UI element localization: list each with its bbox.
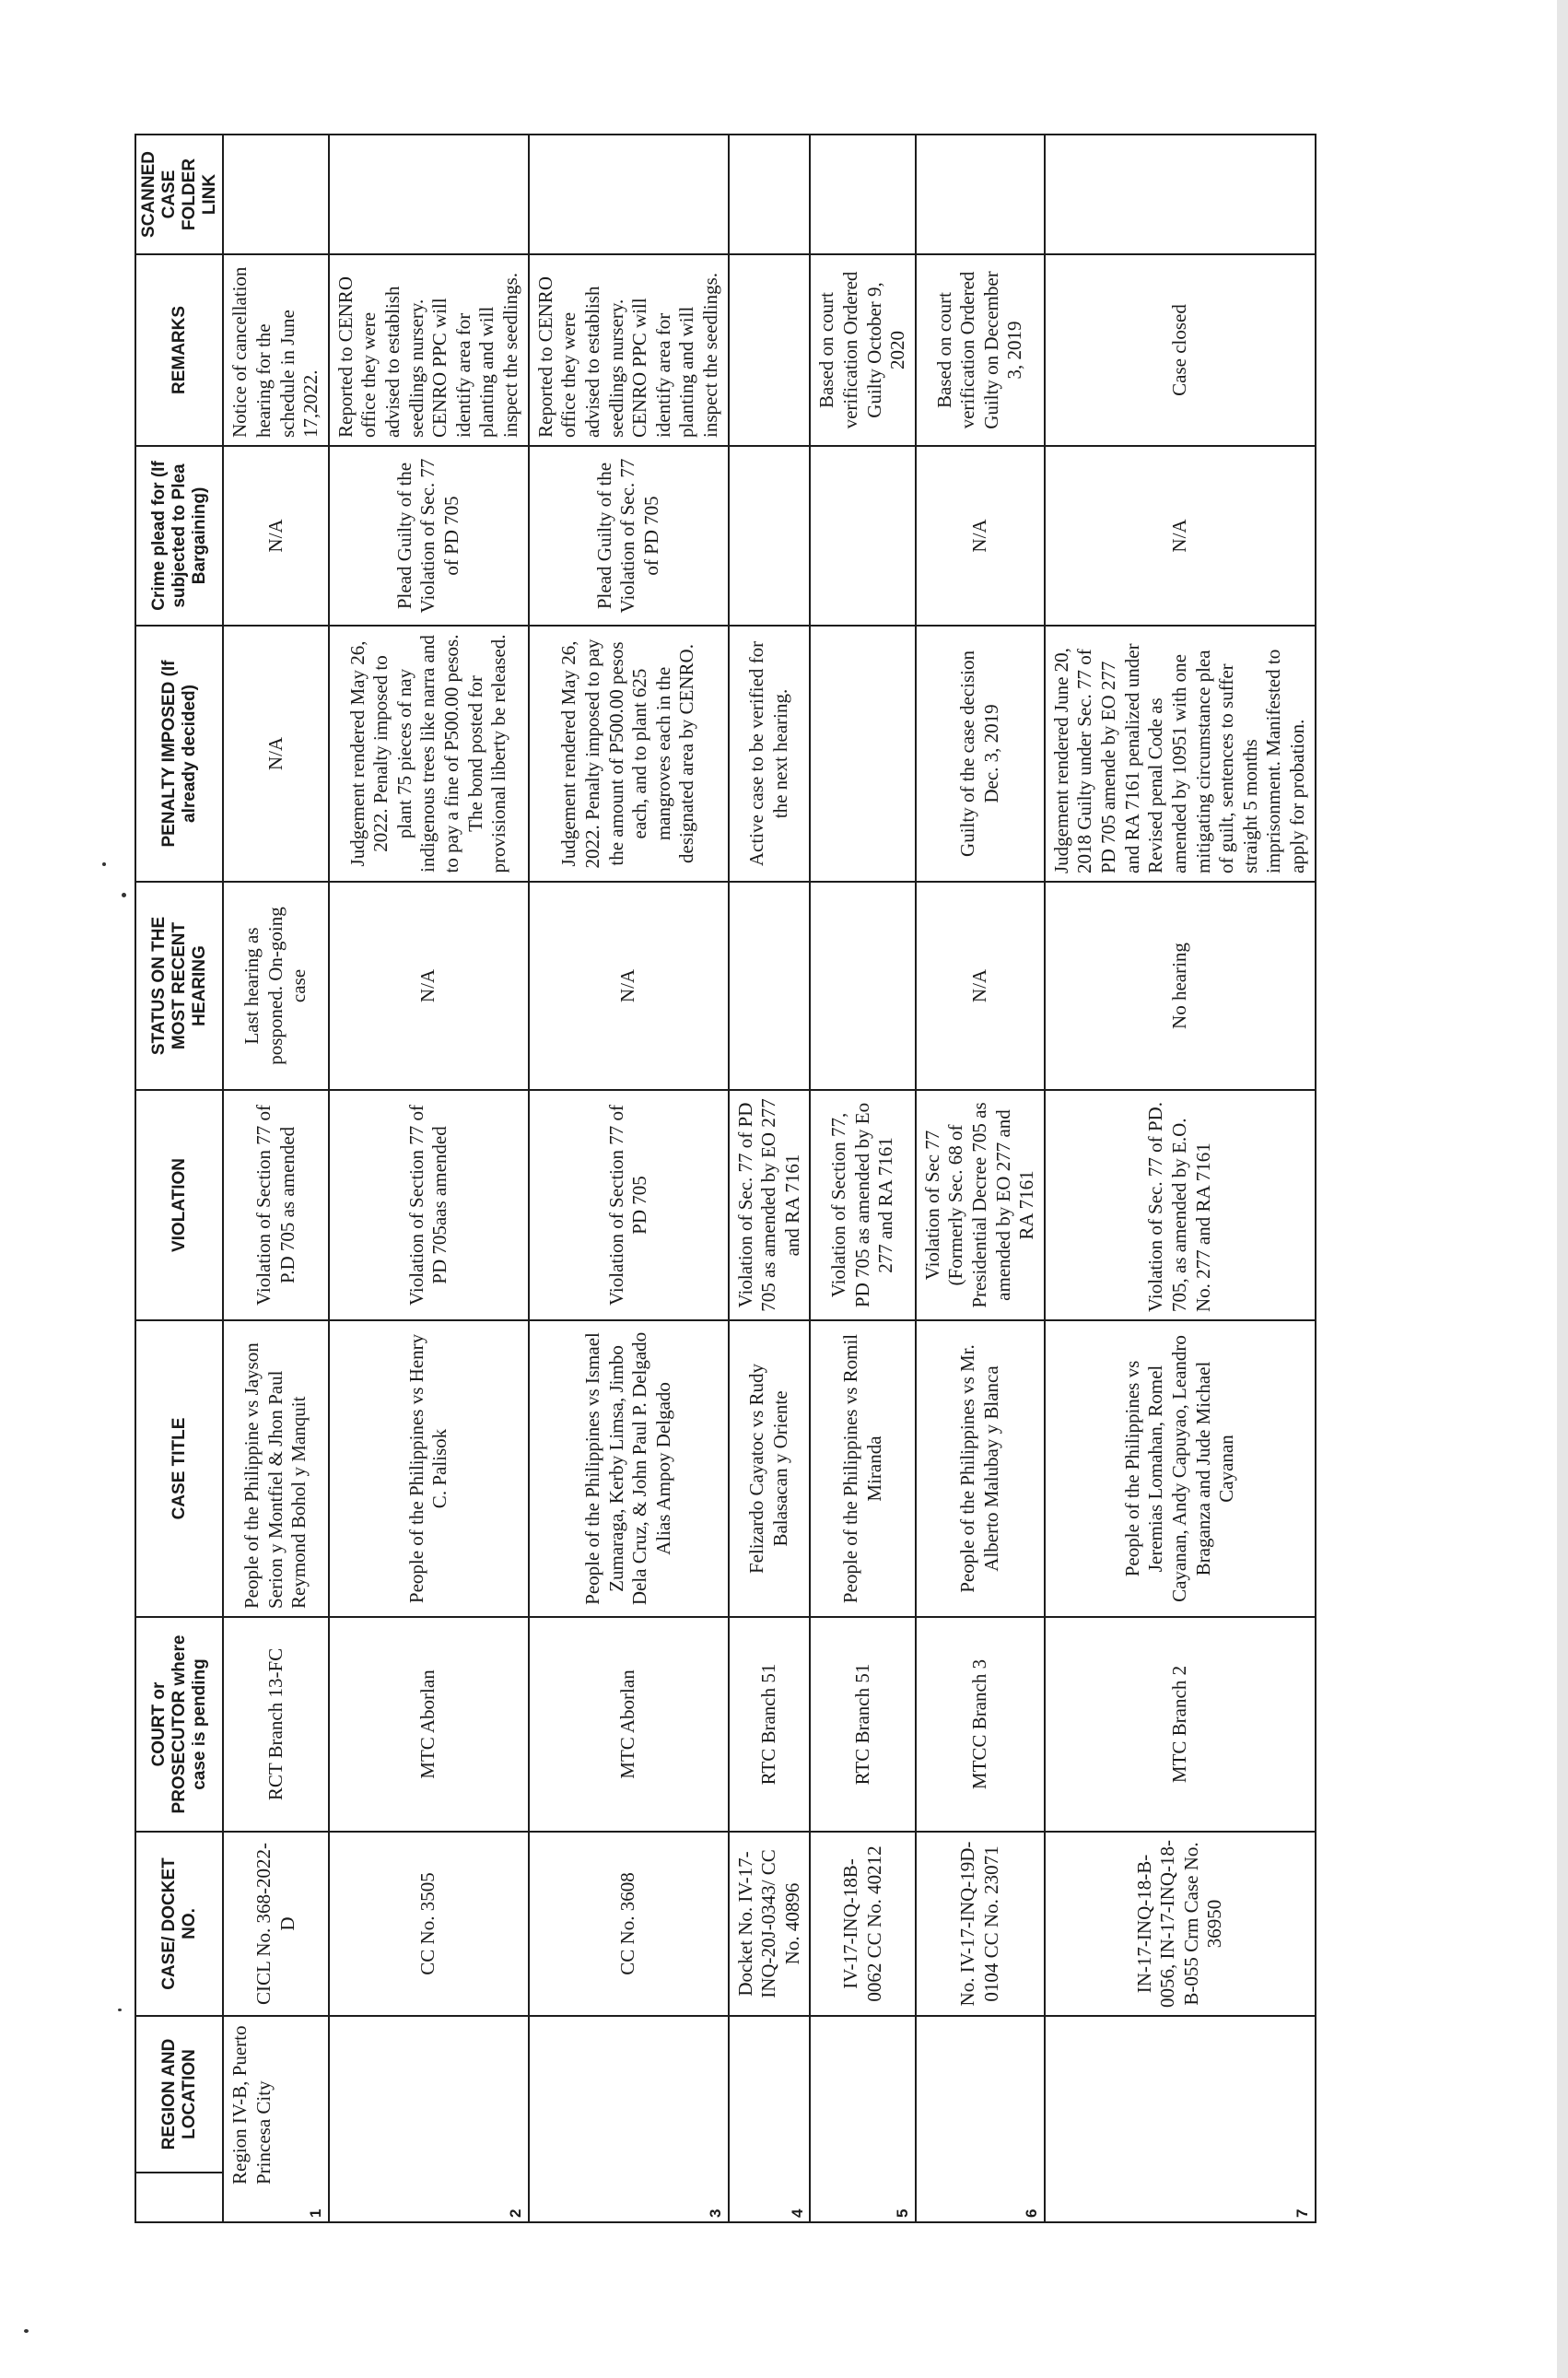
header-docket: CASE/ DOCKET NO.: [135, 1832, 223, 2016]
scan-speck: [102, 862, 106, 866]
status-cell: No hearing: [1045, 882, 1316, 1090]
penalty-cell: N/A: [223, 626, 328, 882]
scan-speck: [24, 2329, 29, 2333]
header-title: CASE TITLE: [135, 1320, 223, 1617]
remarks-cell: [729, 254, 811, 446]
penalty-cell: Judgement rendered June 20, 2018 Guilty under Sec. 77 of PD 705 amende by EO 277 and RA 7161 penalized under Revised penal Code as amended by 10951 with one mitigating circumstance plea of guilt, sentences to suffer straight 5 months imprisonment. Manifested to apply for probation.: [1045, 626, 1316, 882]
region-text: [815, 2024, 832, 2185]
plea-cell: N/A: [223, 446, 328, 626]
row-number: 6: [1023, 2208, 1041, 2218]
remarks-cell: Reported to CENRO office they were advised to establish seedlings nursery. CENRO PPC will identify area for planting and will inspect the seedlings.: [529, 254, 729, 446]
plea-cell: [729, 446, 811, 626]
title-cell: People of the Philippines vs Mr. Alberto Malubay y Blanca: [916, 1320, 1045, 1617]
title-cell: People of the Philippines vs Romil Miranda: [810, 1320, 915, 1617]
row-number: 2: [506, 2208, 524, 2218]
header-penalty: PENALTY IMPOSED (If already decided): [135, 626, 223, 882]
status-cell: N/A: [916, 882, 1045, 1090]
region-cell: [329, 2016, 529, 2222]
violation-cell: Violation of Sec. 77 of PD. 705, as amended by E.O. No. 277 and RA 7161: [1045, 1090, 1316, 1320]
docket-cell: IV-17-INQ-18B-0062 CC No. 40212: [810, 1832, 915, 2016]
court-cell: MTC Branch 2: [1045, 1617, 1316, 1832]
status-cell: Last hearing as posponed. On-going case: [223, 882, 328, 1090]
link-cell: [916, 135, 1045, 254]
court-cell: RTC Branch 51: [729, 1617, 811, 1832]
docket-cell: Docket No. IV-17-INQ-20J-0343/ CC No. 40896: [729, 1832, 811, 2016]
status-cell: [810, 882, 915, 1090]
plea-cell: Plead Guilty of the Violation of Sec. 77 of PD 705: [529, 446, 729, 626]
plea-cell: N/A: [916, 446, 1045, 626]
table-row: [529, 135, 729, 2222]
penalty-cell: Judgement rendered May 26, 2022. Penalty imposed to pay the amount of P500.00 pesos each, and to plant 625 mangroves each in the designated area by CENRO.: [529, 626, 729, 882]
title-cell: Felizardo Cayatoc vs Rudy Balasacan y Oriente: [729, 1320, 811, 1617]
title-cell: People of the Philippines vs Ismael Zumaraga, Kerby Limsa, Jimbo Dela Cruz, & John Paul P. Delgado Alias Ampoy Delgado: [529, 1320, 729, 1617]
region-text: [734, 2024, 751, 2185]
row-number: 5: [894, 2208, 912, 2218]
violation-cell: Violation of Section 77 of PD 705aas amended: [329, 1090, 529, 1320]
docket-cell: CC No. 3505: [329, 1832, 529, 2016]
region-text: [1050, 2024, 1067, 2185]
status-cell: N/A: [529, 882, 729, 1090]
penalty-cell: Guilty of the case decision Dec. 3, 2019: [916, 626, 1045, 882]
region-cell: [529, 2016, 729, 2222]
link-cell: [810, 135, 915, 254]
table-row: [1045, 135, 1316, 2222]
court-cell: RCT Branch 13-FC: [223, 1617, 328, 1832]
link-cell: [529, 135, 729, 254]
title-cell: People of the Philippine vs Jayson Serion y Montfiel & Jhon Paul Reymond Bohol y Manquit: [223, 1320, 328, 1617]
title-cell: People of the Philippines vs Henry C. Palisok: [329, 1320, 529, 1617]
violation-cell: Violation of Sec 77 (Formerly Sec. 68 of Presidential Decree 705 as amended by EO 277 and RA 7161: [916, 1090, 1045, 1320]
violation-cell: Violation of Section 77, PD 705 as amended by Eo 277 and RA 7161: [810, 1090, 915, 1320]
table-row: [729, 135, 811, 2222]
status-cell: N/A: [329, 882, 529, 1090]
scan-speck: [118, 2009, 122, 2011]
violation-cell: Violation of Section 77 of PD 705: [529, 1090, 729, 1320]
violation-cell: Violation of Sec. 77 of PD 705 as amended by EO 277 and RA 7161: [729, 1090, 811, 1320]
link-cell: [223, 135, 328, 254]
table-row: [810, 135, 915, 2222]
docket-cell: IN-17-INQ-18-B-0056, IN-17-INQ-18-B-055 Crm Case No. 36950: [1045, 1832, 1316, 2016]
header-row: [135, 135, 223, 2222]
header-index: [135, 2173, 223, 2222]
status-cell: [729, 882, 811, 1090]
header-violation: VIOLATION: [135, 1090, 223, 1320]
plea-cell: Plead Guilty of the Violation of Sec. 77 of PD 705: [329, 446, 529, 626]
scan-edge-shadow: [1557, 0, 1568, 2378]
row-number: 7: [1293, 2208, 1311, 2218]
header-plea: Crime plead for (If subjected to Plea Bargaining): [135, 446, 223, 626]
header-remarks: REMARKS: [135, 254, 223, 446]
court-cell: MTCC Branch 3: [916, 1617, 1045, 1832]
row-number: 4: [788, 2208, 806, 2218]
header-link: SCANNED CASE FOLDER LINK: [135, 135, 223, 254]
penalty-cell: [810, 626, 915, 882]
row-number: 1: [307, 2208, 325, 2218]
penalty-cell: Judgement rendered May 26, 2022. Penalty imposed to plant 75 pieces of nay indigenous trees like narra and to pay a fine of P500.00 pesos. The bond posted for provisional liberty be released.: [329, 626, 529, 882]
plea-cell: [810, 446, 915, 626]
region-text: [334, 2024, 351, 2185]
docket-cell: CC No. 3608: [529, 1832, 729, 2016]
remarks-cell: Notice of cancellation hearing for the schedule in June 17,2022.: [223, 254, 328, 446]
court-cell: MTC Aborlan: [329, 1617, 529, 1832]
remarks-cell: Based on court verification Ordered Guilty October 9, 2020: [810, 254, 915, 446]
region-cell: [729, 2016, 811, 2222]
region-text: [921, 2024, 938, 2185]
remarks-cell: Reported to CENRO office they were advised to establish seedlings nursery. CENRO PPC will identify area for planting and will inspect the seedlings.: [329, 254, 529, 446]
plea-cell: N/A: [1045, 446, 1316, 626]
table-row: [223, 135, 328, 2222]
court-cell: MTC Aborlan: [529, 1617, 729, 1832]
docket-cell: No. IV-17-INQ-19D-0104 CC No. 23071: [916, 1832, 1045, 2016]
header-region: REGION AND LOCATION: [135, 2016, 223, 2173]
scan-speck: [122, 893, 126, 897]
region-text: [534, 2024, 551, 2185]
header-status: STATUS ON THE MOST RECENT HEARING: [135, 882, 223, 1090]
penalty-cell: Active case to be verified for the next hearing.: [729, 626, 811, 882]
table-row: [329, 135, 529, 2222]
table-row: [916, 135, 1045, 2222]
link-cell: [329, 135, 529, 254]
title-cell: People of the Philippines vs Jeremias Lomahan, Romel Cayanan, Andy Capuyao, Leandro Braganza and Jude Michael Cayanan: [1045, 1320, 1316, 1617]
case-table: [135, 134, 1316, 2223]
region-cell: [810, 2016, 915, 2222]
link-cell: [1045, 135, 1316, 254]
remarks-cell: Based on court verification Ordered Guilty on December 3, 2019: [916, 254, 1045, 446]
rotated-table-wrapper: [135, 135, 1311, 2223]
docket-cell: CICL No. 368-2022-D: [223, 1832, 328, 2016]
header-court: COURT or PROSECUTOR where case is pending: [135, 1617, 223, 1832]
remarks-cell: Case closed: [1045, 254, 1316, 446]
link-cell: [729, 135, 811, 254]
court-cell: RTC Branch 51: [810, 1617, 915, 1832]
region-cell: [1045, 2016, 1316, 2222]
region-text: Region IV-B, Puerto Princesa City: [228, 2025, 275, 2185]
region-cell: [916, 2016, 1045, 2222]
row-number: 3: [706, 2208, 724, 2218]
region-cell: [223, 2016, 328, 2222]
violation-cell: Violation of Section 77 of P.D 705 as amended: [223, 1090, 328, 1320]
